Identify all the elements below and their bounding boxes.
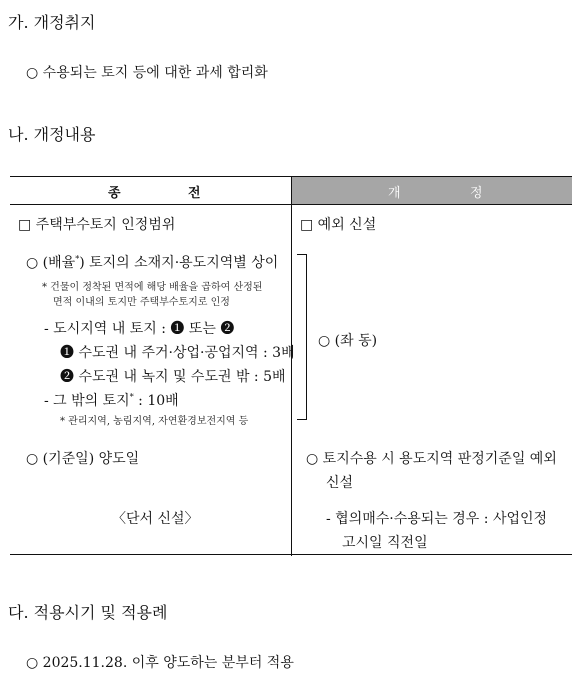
left-item-ratio [26,252,278,272]
left-sub-urban: - 도시지역 내 토지 : ❶ 또는 ❷ [44,321,235,337]
left-proviso: 〈단서 신설〉 [112,511,199,527]
left-sub-urban-b: ❷ 수도권 내 녹지 및 수도권 밖 : 5배 [60,369,286,385]
header-left-char-1: 종 [108,186,121,201]
left-item-scope: □ 주택부수토지 인정범위 [18,217,176,233]
left-sub-other-post: : 10배 [133,393,179,409]
left-note-2: * 관리지역, 농림지역, 자연환경보전지역 등 [60,416,249,427]
left-item-date: ○ (기준일) 양도일 [26,451,140,467]
section-na-title: 나. 개정내용 [8,125,96,144]
table-column-divider [291,176,292,556]
left-sub-other-pre: - 그 밖의 토지 [44,393,130,409]
header-right-background [292,177,572,204]
left-item-ratio-post: ) 토지의 소재지·용도지역별 상이 [79,255,279,271]
section-ga-title: 가. 개정취지 [8,13,96,32]
left-item-ratio-pre: ○ (배율 [26,255,76,271]
left-sub-urban-a: ❶ 수도권 내 주거·상업·공업지역 : 3배 [60,345,295,361]
left-note-1-line-2: 면적 이내의 토지만 주택부수토지로 인정 [53,297,230,308]
left-sub-other [44,390,179,410]
right-item-expropriation-line-1: ○ 토지수용 시 용도지역 판정기준일 예외 [306,451,557,467]
left-note-1-line-1: * 건물이 정착된 면적에 해당 배율을 곱하여 산정된 [42,282,263,293]
header-right-char-2: 정 [470,186,483,201]
header-right-char-1: 개 [388,186,401,201]
right-sub-consultation-line-2: 고시일 직전일 [342,535,428,551]
left-item-ratio-sup: * [75,254,80,264]
header-left-char-2: 전 [188,186,201,201]
section-ga-bullet: ○ 수용되는 토지 등에 대한 과세 합리화 [26,65,268,81]
right-sub-consultation-line-1: - 협의매수·수용되는 경우 : 사업인정 [326,511,548,527]
same-as-left-bracket [297,254,307,420]
right-same-as-left: ○ (좌 동) [318,333,378,349]
left-sub-other-sup: * [129,392,134,402]
section-da-bullet: ○ 2025.11.28. 이후 양도하는 분부터 적용 [26,655,294,671]
section-da-title: 다. 적용시기 및 적용례 [8,603,168,622]
right-item-expropriation-line-2: 신설 [326,475,354,491]
right-item-exception: □ 예외 신설 [300,217,377,233]
